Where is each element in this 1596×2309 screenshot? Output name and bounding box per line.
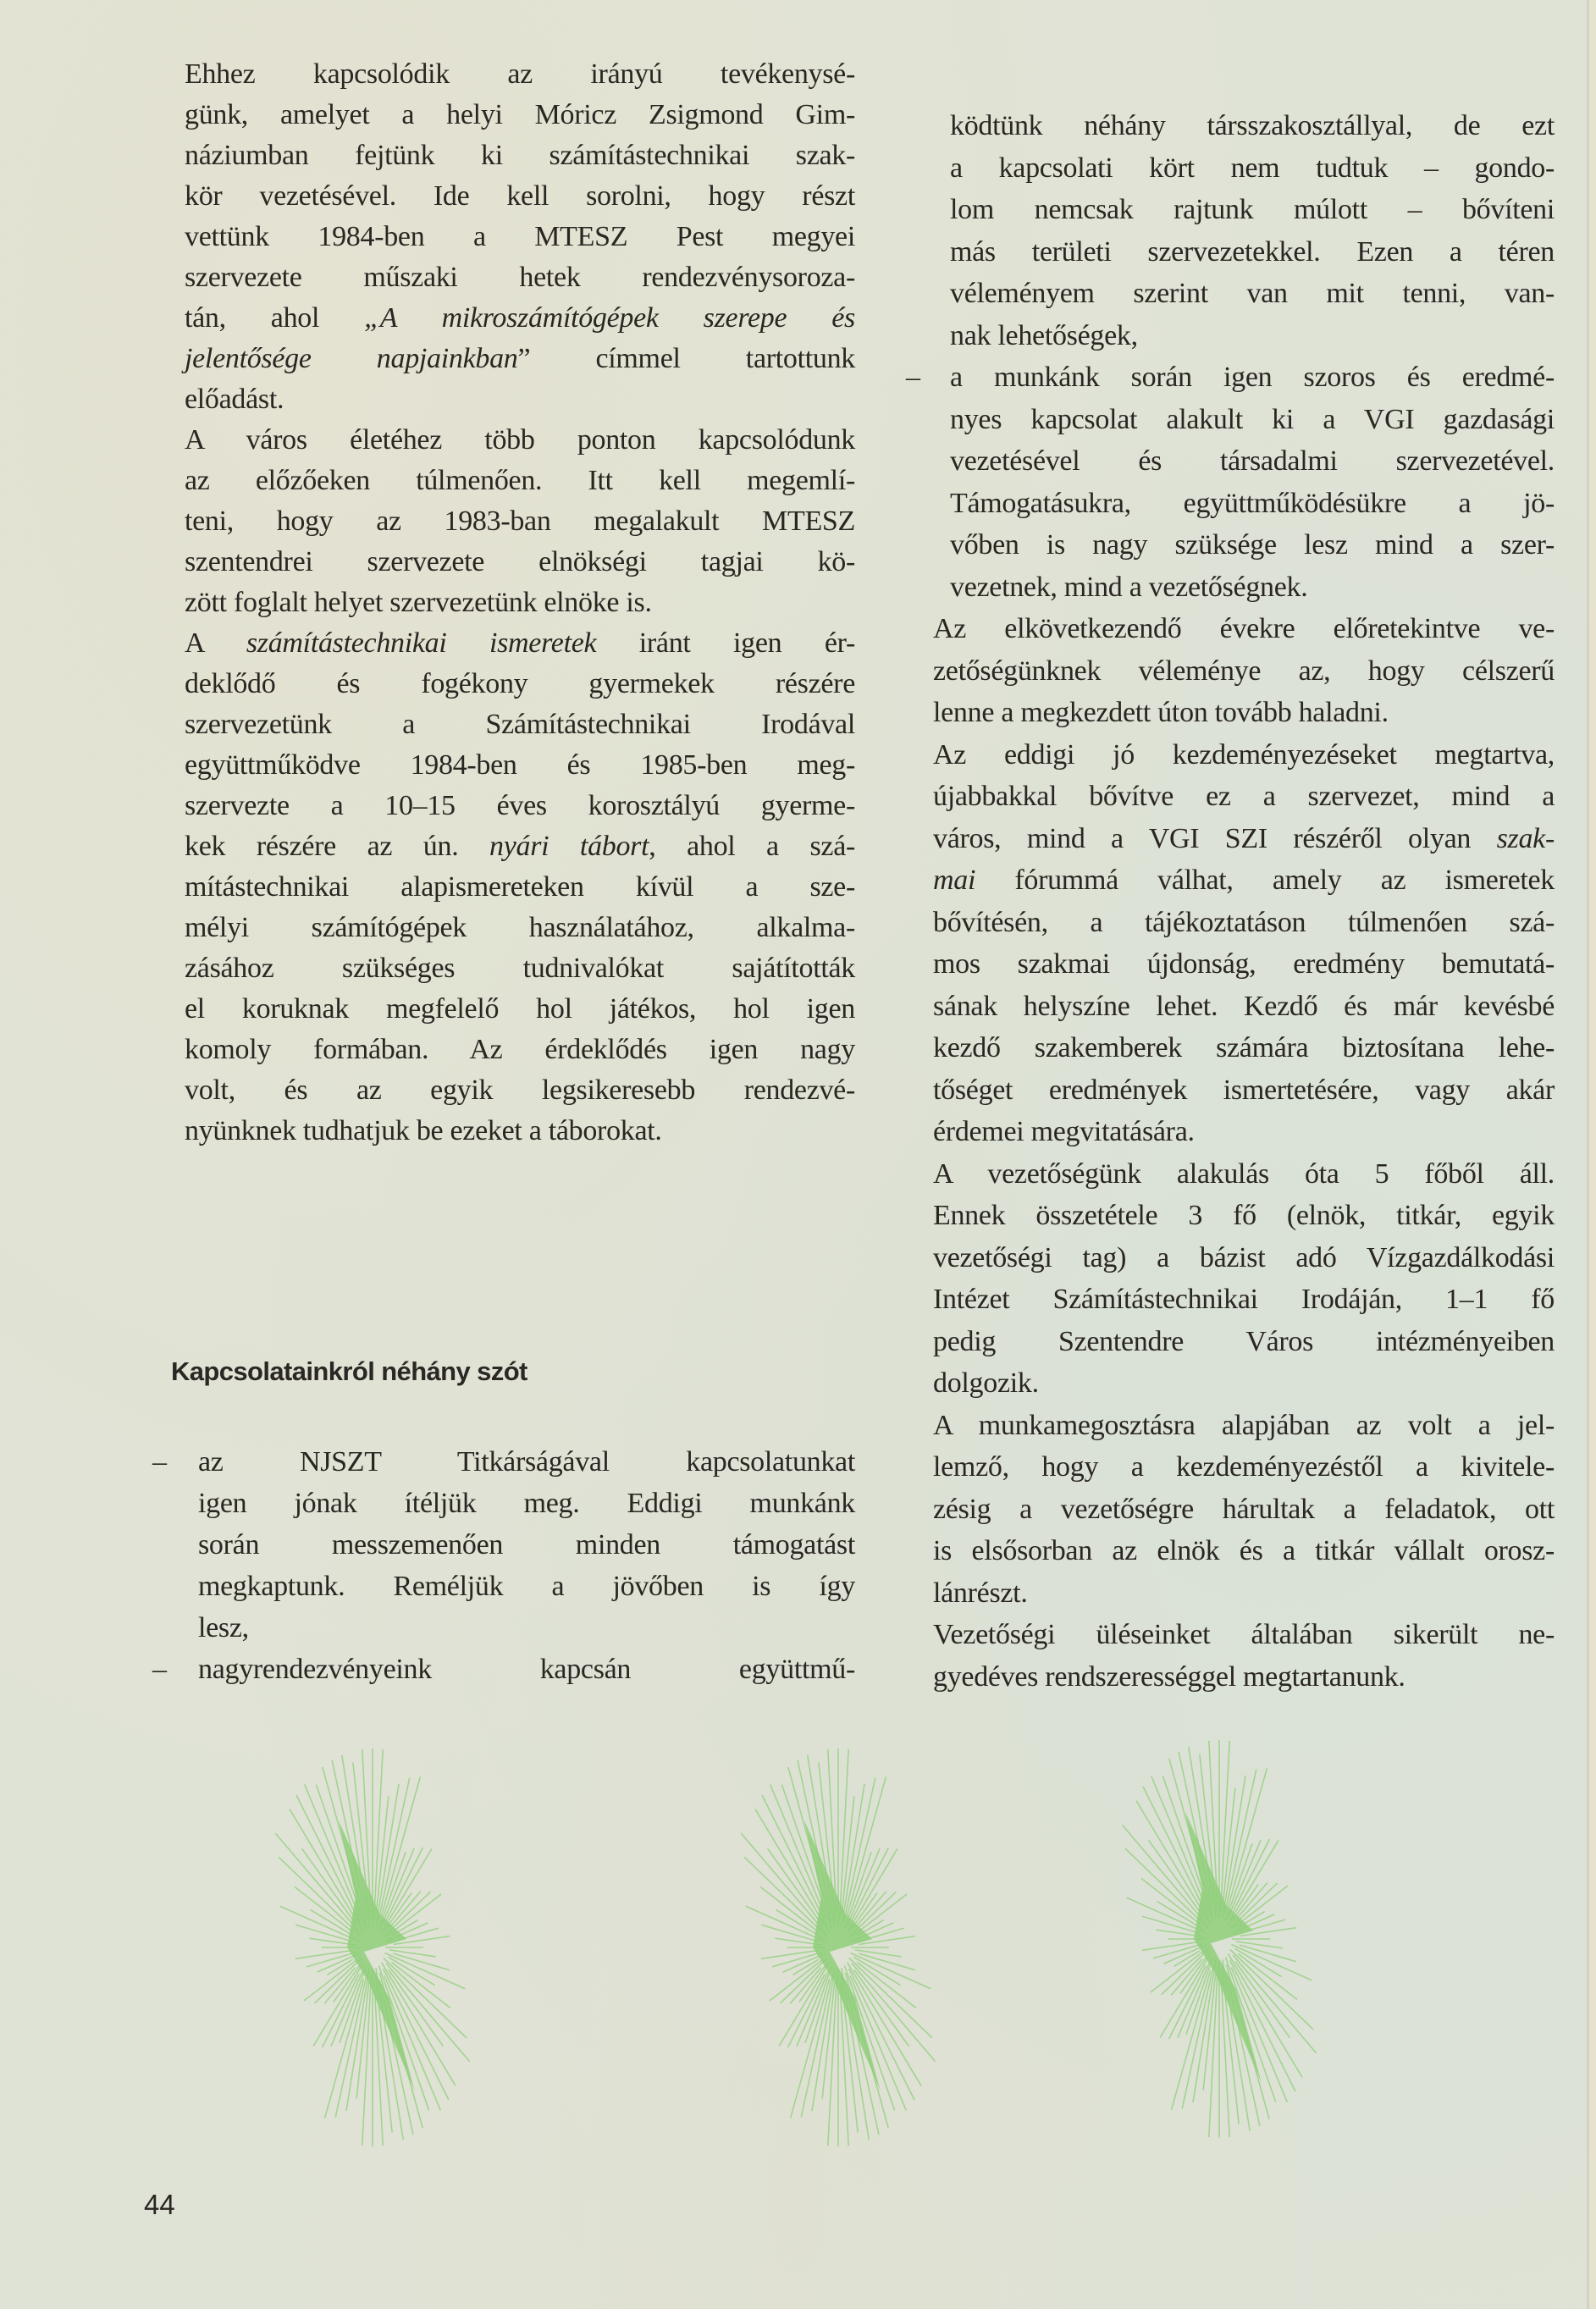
text-line [185, 54, 855, 95]
text-line [933, 859, 1555, 902]
text-line [185, 135, 855, 176]
text-line [933, 1111, 1555, 1153]
starburst-ray [859, 1953, 915, 1970]
text-line [933, 943, 1555, 986]
text-line [185, 379, 855, 420]
text-line [933, 608, 1555, 650]
text-segment: város, mind a VGI SZI részéről olyan [933, 822, 1497, 854]
starburst-ray [855, 1950, 902, 1957]
dash-bullet: – [152, 1654, 167, 1685]
text-line: vezetnek, mind a vezetőségnek. [950, 571, 1308, 603]
text-segment: mítástechnikai alapismereteken kívül a sze- [185, 871, 855, 903]
text-line [933, 1069, 1555, 1112]
text-segment: mos szakmai újdonság, eredmény bemutatá- [933, 948, 1555, 980]
text-segment: tőséget eredmények ismertetésére, vagy akár [933, 1074, 1555, 1106]
text-line: vezetésével és társadalmi szervezetével. [950, 445, 1555, 477]
text-line [185, 704, 855, 745]
starburst-ray [1125, 1848, 1208, 1928]
text-segment: iránt igen ér- [596, 627, 856, 659]
text-segment: lenne a megkezdett úton tovább haladni. [933, 697, 1389, 728]
text-segment: teni, hogy az 1983-ban megalakult MTESZ [185, 505, 855, 537]
text-segment: günk, amelyet a helyi Móricz Zsigmond Gim- [185, 99, 855, 130]
text-segment: Vezetőségi üléseinket általában sikerült ne- [933, 1619, 1555, 1650]
text-segment: vezetőségi tag) a bázist adó Vízgazdálkodási [933, 1241, 1555, 1273]
text-segment: tán, ahol [185, 302, 365, 334]
text-line [933, 734, 1555, 776]
page-margin [1589, 0, 1596, 2309]
text-line: más területi szervezetekkel. Ezen a téren [950, 235, 1555, 268]
starburst-ray [791, 1979, 830, 2118]
text-line [933, 1362, 1555, 1405]
text-line [933, 902, 1555, 944]
starburst-ray [1142, 1916, 1199, 1933]
text-line [185, 745, 855, 786]
text-line [185, 1111, 855, 1152]
paragraph [185, 54, 855, 420]
text-segment: zésig a vezetőségre hárultak a feladatok, ott [933, 1493, 1555, 1525]
text-segment: zött foglalt helyet szervezetünk elnöke is. [185, 587, 652, 618]
text-line: lesz, [198, 1612, 249, 1643]
text-segment: fórummá válhat, amely az ismeretek [975, 864, 1555, 896]
starburst-ray [1228, 1768, 1267, 1908]
text-line [185, 623, 855, 664]
text-segment: kek részére az ún. [185, 831, 490, 862]
paragraph [933, 1153, 1555, 1405]
text-segment: szentendrei szervezete elnökségi tagjai kö- [185, 546, 855, 577]
italic-text: szak- [1496, 822, 1555, 854]
starburst-ornament-right [1092, 1736, 1346, 2142]
paragraph [185, 420, 855, 623]
text-segment: Ehhez kapcsolódik az irányú tevékenysé- [185, 58, 855, 90]
text-line [933, 1237, 1555, 1279]
text-segment: náziumban fejtünk ki számítástechnikai szak- [185, 140, 855, 171]
paragraph [933, 1405, 1555, 1615]
text-segment: zetőségünknek véleménye az, hogy célszerű [933, 655, 1555, 687]
starburst-ray [761, 1925, 818, 1942]
starburst-ray [325, 1979, 364, 2118]
starburst-ray [279, 1857, 362, 1936]
text-segment: gyedéves rendszerességgel megtartanunk. [933, 1660, 1405, 1693]
text-line [933, 1489, 1555, 1531]
text-segment: zásához szükséges tudnivalókat sajátították [185, 953, 855, 984]
right-column [906, 105, 1555, 1698]
text-segment: pedig Szentendre Város intézményeiben [933, 1325, 1555, 1357]
page-number: 44 [144, 2189, 175, 2220]
starburst-ray [310, 1909, 356, 1937]
text-line [933, 650, 1555, 693]
starburst-ray [1235, 1948, 1282, 1976]
text-line [933, 818, 1555, 860]
text-line [933, 1614, 1555, 1656]
text-line [933, 1279, 1555, 1321]
starburst-ornament-left [246, 1744, 500, 2151]
text-line [933, 1405, 1555, 1447]
bullet-continuation [950, 105, 1555, 356]
text-line [185, 461, 855, 501]
bullet-item [152, 1441, 855, 1649]
text-line [933, 1656, 1555, 1699]
dash-bullet: – [906, 362, 920, 393]
text-line [185, 989, 855, 1030]
text-line [933, 692, 1555, 734]
text-line: igen jónak ítéljük meg. Eddigi munkánk [198, 1488, 855, 1519]
text-line [185, 1070, 855, 1111]
starburst-ray [1142, 1942, 1199, 1951]
starburst-ray [772, 1953, 821, 1967]
text-line [185, 339, 855, 379]
starburst-ray [389, 1950, 436, 1957]
starburst-ray [761, 1951, 818, 1959]
starburst-ray [1157, 1901, 1203, 1929]
left-column [185, 54, 855, 1152]
italic-text: nyári tábort [489, 831, 649, 862]
bullet-item [152, 1649, 855, 1690]
text-line: a kapcsolati kört nem tudtuk – gondo- [950, 152, 1555, 184]
bullet-item [906, 356, 1555, 608]
paragraph [933, 1614, 1555, 1698]
starburst-ray [744, 1857, 827, 1936]
text-segment: kezdő szakemberek számára biztosítana lehe- [933, 1032, 1555, 1063]
starburst-ray [1236, 1942, 1283, 1948]
text-segment: komoly formában. Az érdeklődés igen nagy [185, 1034, 855, 1065]
paragraph [185, 623, 855, 1152]
text-segment: kör vezetésével. Ide kell sorolni, hogy részt [185, 180, 855, 212]
text-line [185, 786, 855, 826]
text-segment: mélyi számítógépek használatához, alkalma- [185, 912, 855, 943]
text-line [933, 1153, 1555, 1196]
text-segment: , ahol a szá- [649, 831, 856, 862]
text-line: Támogatásukra, együttműködésükre a jö- [950, 487, 1555, 519]
text-line [185, 583, 855, 623]
text-line [185, 664, 855, 704]
text-line [185, 501, 855, 542]
text-line [185, 217, 855, 257]
text-segment: deklődő és fogékony gyermekek részére [185, 668, 855, 699]
text-segment: A város életéhez több ponton kapcsolódunk [185, 424, 855, 456]
text-line: az NJSZT Titkárságával kapcsolatunkat [198, 1446, 855, 1478]
text-line: ködtünk néhány társszakosztállyal, de ezt [950, 110, 1555, 141]
text-segment: bővítésén, a tájékoztatáson túlmenően szá- [933, 906, 1555, 938]
text-line [185, 1030, 855, 1070]
text-line [185, 542, 855, 583]
text-line [933, 776, 1555, 818]
starburst-ray [854, 1957, 901, 1985]
starburst-ray [847, 1776, 886, 1916]
text-line [933, 1530, 1555, 1572]
text-segment: előadást. [185, 384, 284, 415]
text-line: során messzemenően minden támogatást [198, 1529, 855, 1561]
text-line: nyes kapcsolat alakult ki a VGI gazdasági [950, 403, 1555, 435]
starburst-ray [381, 1776, 420, 1916]
text-line: nagyrendezvényeink kapcsán együttmű- [198, 1654, 855, 1685]
text-segment: A vezetőségünk alakulás óta 5 főből áll. [933, 1157, 1555, 1190]
text-segment: szervezte a 10–15 éves korosztályú gyerme- [185, 790, 855, 821]
starburst-ray [1240, 1945, 1296, 1962]
starburst-ray [295, 1951, 352, 1959]
starburst-ray [389, 1957, 435, 1985]
text-line [185, 298, 855, 339]
text-segment: ” címmel tartottunk [517, 343, 855, 374]
italic-text: jelentősége napjainkban [185, 343, 518, 374]
text-segment: lemző, hogy a kezdeményezéstől a kivitele- [933, 1451, 1555, 1483]
text-line [933, 1446, 1555, 1489]
paragraph [933, 734, 1555, 1153]
text-line [185, 95, 855, 135]
text-segment: nyünknek tudhatjuk be ezeket a táborokat. [185, 1115, 662, 1146]
starburst-ray [776, 1909, 822, 1937]
text-line [185, 908, 855, 948]
starburst-ornament-center [711, 1744, 965, 2151]
text-line [933, 1321, 1555, 1363]
dash-bullet: – [152, 1446, 167, 1478]
text-line [185, 948, 855, 989]
text-segment: érdemei megvitatására. [933, 1116, 1195, 1147]
italic-text: „A mikroszámítógépek szerepe és [364, 302, 855, 334]
starburst-ray [1172, 1970, 1211, 2110]
italic-text: mai [933, 864, 976, 896]
text-segment: újabbakkal bővítve ez a szervezet, mind a [933, 781, 1555, 812]
text-segment: együttműködve 1984-ben és 1985-ben meg- [185, 749, 855, 781]
text-segment: A [185, 627, 246, 659]
paragraph [933, 608, 1555, 734]
text-segment: vettünk 1984-ben a MTESZ Pest megyei [185, 221, 855, 252]
text-line: megkaptunk. Reméljük a jövőben is így [198, 1571, 855, 1602]
starburst-ray [393, 1953, 450, 1970]
text-line: vőben is nagy szüksége lesz mind a szer- [950, 529, 1555, 561]
text-segment: is elsősorban az elnök és a titkár vállalt orosz- [933, 1535, 1555, 1566]
text-segment: Az elkövetkezendő évekre előretekintve ve- [933, 613, 1555, 644]
text-segment: lánrészt. [933, 1577, 1028, 1609]
text-line [933, 1572, 1555, 1615]
text-line [185, 420, 855, 461]
text-line [933, 1027, 1555, 1069]
text-segment: az előzőeken túlmenően. Itt kell megemlí- [185, 465, 855, 496]
text-segment: Az eddigi jó kezdeményezéseket megtartva, [933, 738, 1555, 771]
text-line [185, 867, 855, 908]
text-line: véleményem szerint van mit tenni, van- [950, 278, 1555, 309]
text-segment: dolgozik. [933, 1367, 1039, 1399]
text-line [933, 986, 1555, 1028]
text-segment: szervezetünk a Számítástechnikai Irodával [185, 709, 855, 740]
text-line [933, 1195, 1555, 1237]
italic-text: számítástechnikai ismeretek [246, 627, 597, 659]
text-line [185, 257, 855, 298]
text-segment: A munkamegosztásra alapjában az volt a jel- [933, 1409, 1555, 1441]
starburst-ray [1153, 1944, 1202, 1958]
text-segment: sának helyszíne lehet. Kezdő és már kevésbé [933, 990, 1555, 1022]
bullet-list-left [152, 1441, 855, 1690]
starburst-ray [295, 1925, 352, 1942]
text-line: lom nemcsak rajtunk múlott – bővíteni [950, 194, 1555, 225]
text-line [185, 826, 855, 867]
text-line [185, 176, 855, 217]
text-segment: volt, és az egyik legsikeresebb rendezvé- [185, 1074, 855, 1106]
text-segment: szervezete műszaki hetek rendezvénysoroza- [185, 262, 855, 293]
text-segment: Ennek összetétele 3 fő (elnök, titkár, egyik [933, 1200, 1555, 1231]
text-line: nak lehetőségek, [950, 319, 1138, 351]
text-segment: el koruknak megfelelő hol játékos, hol igen [185, 993, 855, 1025]
text-line: a munkánk során igen szoros és eredmé- [950, 362, 1555, 393]
right-paragraphs [933, 608, 1555, 1698]
section-heading: Kapcsolatainkról néhány szót [171, 1356, 527, 1386]
starburst-ray [306, 1953, 356, 1967]
text-segment: Intézet Számítástechnikai Irodáján, 1–1 fő [933, 1284, 1555, 1315]
